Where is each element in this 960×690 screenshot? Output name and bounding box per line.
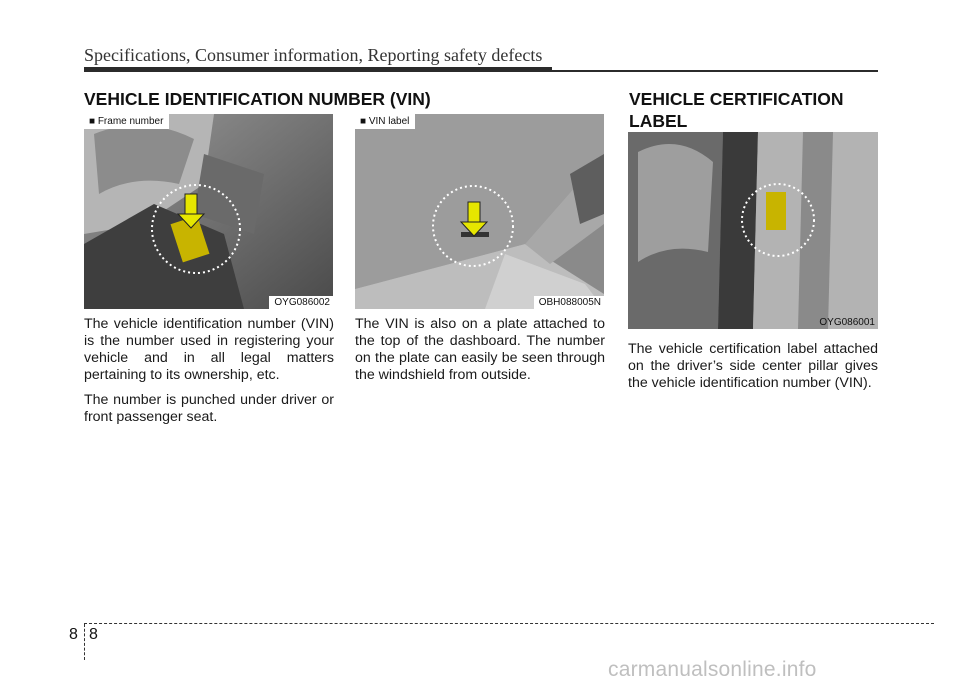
- footer-divider: [84, 624, 86, 660]
- figure-caption: ■ Frame number: [84, 114, 169, 129]
- chapter-number: 8: [69, 626, 78, 643]
- figure-code: OBH088005N: [534, 296, 604, 309]
- watermark: carmanualsonline.info: [608, 658, 817, 681]
- vin-section-heading: VEHICLE IDENTIFICATION NUMBER (VIN): [84, 89, 431, 109]
- paragraph: The VIN is also on a plate attached to the top of the dashboard. The number on the plate can easily be seen through the windshield from outside.: [355, 316, 605, 383]
- vin-text-column-2: [355, 316, 605, 392]
- header-rule: [84, 67, 552, 72]
- figure-code: OYG086002: [269, 296, 333, 309]
- paragraph: The vehicle identification number (VIN) is the number used in registering your vehicle and in all legal matters pertaining to its ownership, etc.: [84, 316, 334, 383]
- header-rule-thin: [552, 70, 878, 72]
- page-number: 8: [89, 626, 98, 643]
- figure-code: OYG086001: [819, 317, 875, 328]
- vin-label-photo: [355, 114, 604, 309]
- paragraph: The vehicle certification label attached on the driver’s side center pillar gives the vehicle identification number (VIN).: [628, 341, 878, 391]
- cert-section-heading: VEHICLE CERTIFICATION LABEL: [629, 89, 844, 131]
- certification-label-photo: [628, 132, 878, 329]
- figure-caption: ■ VIN label: [355, 114, 415, 129]
- vin-text-column-1: [84, 316, 334, 434]
- paragraph: The number is punched under driver or front passenger seat.: [84, 392, 334, 425]
- page-header-title: Specifications, Consumer information, Reporting safety defects: [84, 45, 543, 65]
- frame-number-photo: [84, 114, 333, 309]
- footer-rule: [84, 623, 934, 624]
- cert-text-column: [628, 341, 878, 400]
